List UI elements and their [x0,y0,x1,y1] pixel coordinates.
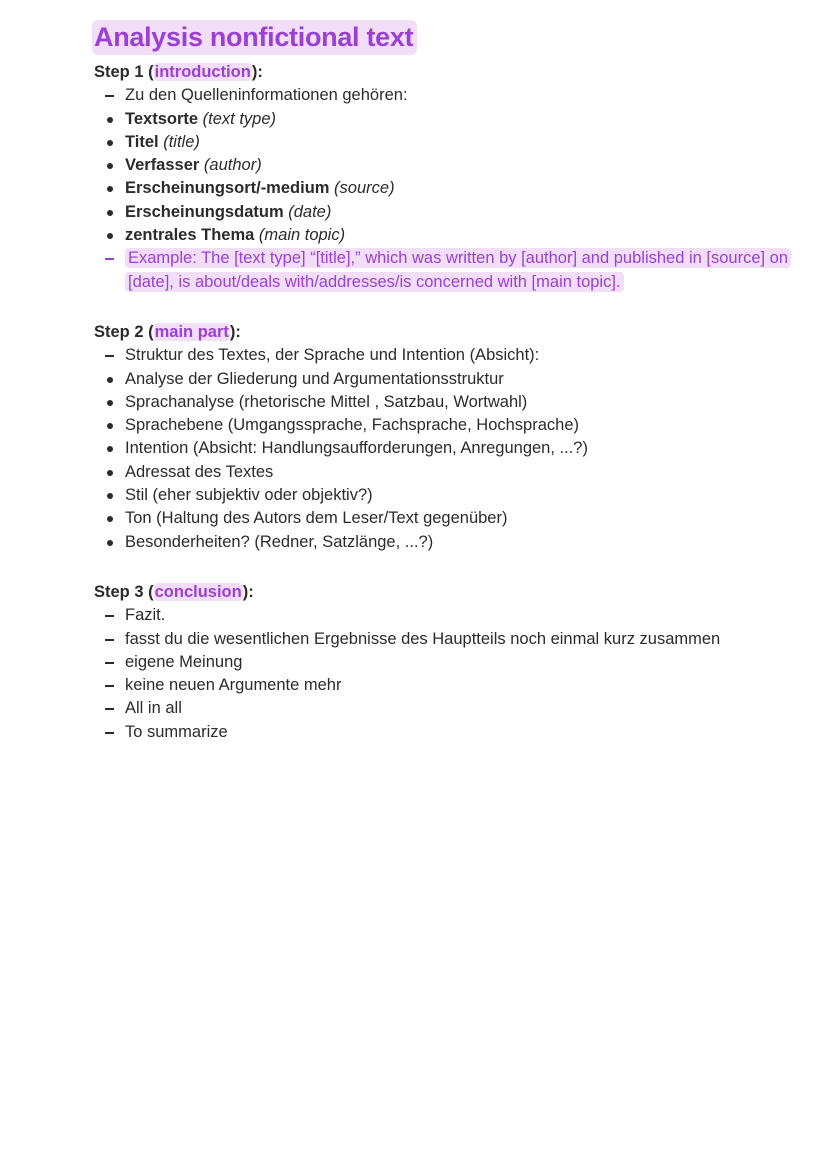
list-item [94,484,794,507]
term: Textsorte [125,109,199,128]
list-item-text: Intention (Absicht: Handlungsaufforderungen, Anregungen, ...?) [125,439,588,458]
term: Verfasser [125,156,200,175]
list-item-text: Sprachanalyse (rhetorische Mittel , Satzbau, Wortwahl) [125,392,528,411]
list-item-text: Zu den Quelleninformationen gehören: [125,86,408,105]
list-item [94,131,794,154]
step-3-suffix: ): [242,582,254,601]
step-1-prefix: Step 1 ( [94,63,154,81]
list-item [94,108,794,131]
list-item-text: To summarize [125,722,228,741]
list-item [94,721,794,744]
list-item-text: All in all [125,699,182,718]
term-hint: (text type) [202,109,277,128]
step-1-highlight: introduction [154,63,251,81]
step-2-heading [94,321,794,344]
list-item-text: Ton (Haltung des Autors dem Leser/Text gegenüber) [125,509,508,528]
step-2-list [94,344,794,554]
step-1-suffix: ): [251,63,263,81]
list-item [94,177,794,200]
step-2-highlight: main part [154,322,229,341]
list-item [94,697,794,720]
list-item [94,507,794,530]
list-item [94,154,794,177]
document-page [94,20,794,744]
term: Titel [125,132,159,151]
list-item [94,224,794,247]
term-hint: (date) [288,202,332,221]
page-title: Analysis nonfictional text [92,20,417,55]
list-item-text: Sprachebene (Umgangssprache, Fachsprache, Hochsprache) [125,416,579,435]
step-2-suffix: ): [229,322,241,341]
step-3-heading [94,581,794,604]
step-2-section [94,321,794,554]
term: zentrales Thema [125,226,255,245]
example-text: Example: The [text type] “[title],” which was written by [author] and published in [source] on [date], is about/deals with/addresses/is concerned with [main topic]. [125,248,791,291]
list-item [94,461,794,484]
step-2-prefix: Step 2 ( [94,322,154,341]
list-item-text: Besonderheiten? (Redner, Satzlänge, ...?) [125,532,434,551]
list-item [94,368,794,391]
step-1-list [94,84,794,294]
list-item [94,391,794,414]
step-3-section [94,581,794,744]
term-hint: (source) [334,179,395,198]
list-item-text: fasst du die wesentlichen Ergebnisse des Hauptteils noch einmal kurz zusammen [125,629,721,648]
example-item [94,247,794,294]
list-item [94,437,794,460]
list-item [94,651,794,674]
list-item [94,201,794,224]
list-item [94,674,794,697]
term-hint: (author) [203,156,262,175]
list-item [94,344,794,367]
term-hint: (title) [163,132,200,151]
list-item-text: keine neuen Argumente mehr [125,676,342,695]
step-3-highlight: conclusion [154,582,242,601]
list-item-text: Struktur des Textes, der Sprache und Intention (Absicht): [125,346,540,365]
list-item [94,604,794,627]
term-hint: (main topic) [258,226,346,245]
step-3-prefix: Step 3 ( [94,582,154,601]
list-item-text: Analyse der Gliederung und Argumentationsstruktur [125,369,504,388]
step-3-list [94,604,794,744]
step-1-heading [94,61,794,84]
term: Erscheinungsort/-medium [125,179,330,198]
list-item [94,531,794,554]
list-item-text: eigene Meinung [125,652,243,671]
list-item-text: Adressat des Textes [125,462,274,481]
step-1-section [94,61,794,294]
list-item [94,628,794,651]
list-item [94,84,794,107]
term: Erscheinungsdatum [125,202,284,221]
list-item [94,414,794,437]
list-item-text: Fazit. [125,606,166,625]
list-item-text: Stil (eher subjektiv oder objektiv?) [125,486,373,505]
